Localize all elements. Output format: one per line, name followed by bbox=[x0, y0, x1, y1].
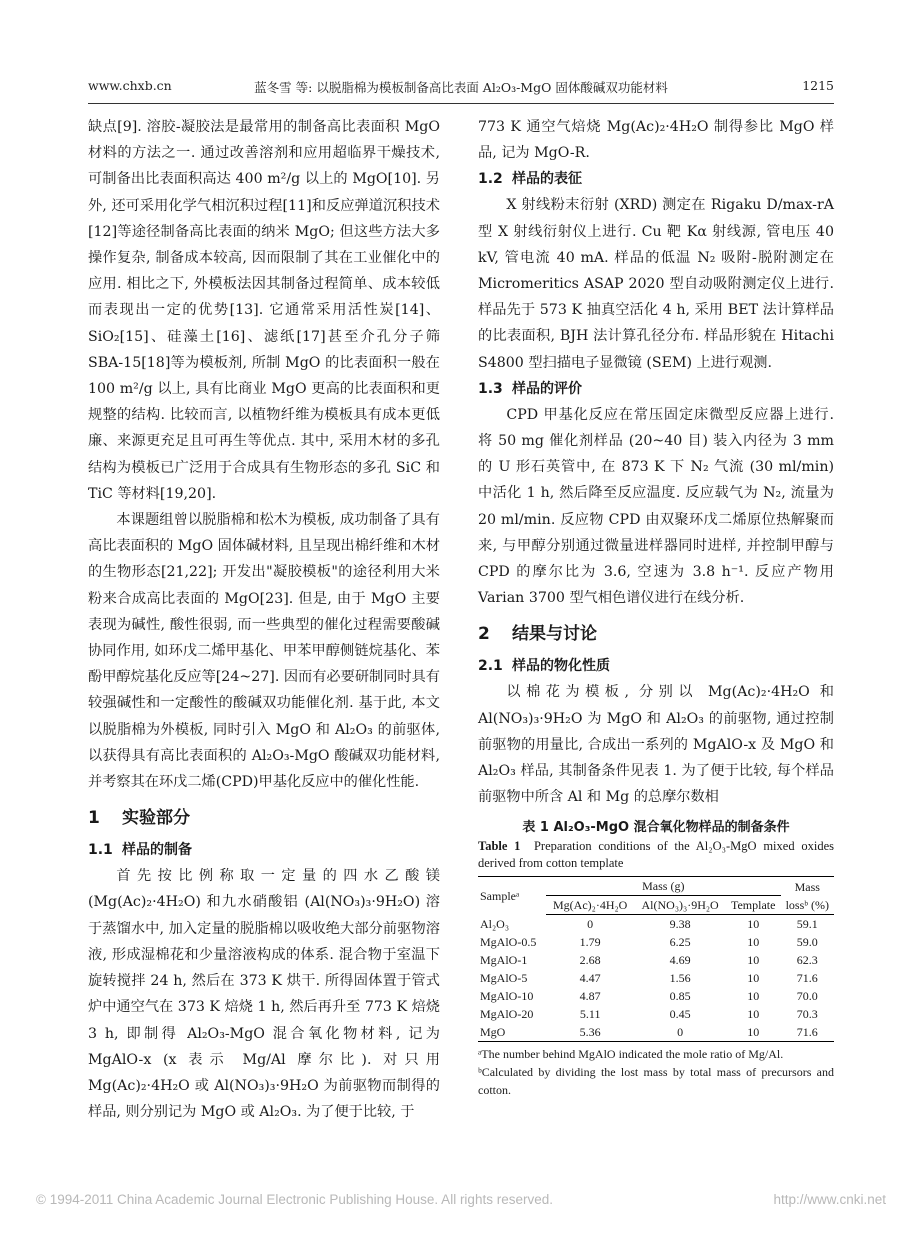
copyright-footer bbox=[36, 1192, 886, 1207]
section-number: 2 bbox=[478, 624, 490, 645]
table-note-a: ᵃThe number behind MgAlO indicated the mole ratio of Mg/Al. bbox=[478, 1047, 784, 1062]
cell-sample: Al₂O₃ bbox=[480, 917, 510, 932]
col-head-sample: Sampleᵃ bbox=[478, 877, 546, 915]
preparation-table bbox=[478, 876, 834, 1042]
subsection-title: 样品的物化性质 bbox=[512, 658, 610, 675]
col-head-mass-loss-1: Mass bbox=[781, 877, 834, 896]
cell-template: 10 bbox=[747, 935, 760, 950]
subsection-heading-1-1 bbox=[88, 837, 440, 863]
table-row bbox=[478, 1023, 834, 1042]
paragraph-evaluation: CPD 甲基化反应在常压固定床微型反应器上进行. 将 50 mg 催化剂样品 (20~40 目) 装入内径为 3 mm 的 U 形石英管中, 在 873 K 下 N₂ 气流 (30 ml/min) 中活化 1 h, 然后降至反应温度. 反应载气为 N₂, 流量为 20 ml/min. 反应物 CPD 由双聚环戊二烯原位热解聚而来, 与甲醇分别通过微量进样器同时进样, 并控制甲醇与 CPD 的摩尔比为 3.6, 空速为 3.8 h⁻¹. 反应产物用 Varian 3700 型气相色谱仪进行在线分析. bbox=[478, 406, 834, 607]
left-column bbox=[88, 114, 440, 1125]
right-column bbox=[478, 114, 834, 1099]
table-row bbox=[478, 915, 834, 934]
running-title: 蓝冬雪 等: 以脱脂棉为模板制备高比表面 Al₂O₃-MgO 固体酸碱双功能材料 bbox=[254, 80, 668, 95]
subsection-number: 2.1 bbox=[478, 658, 503, 675]
subsection-number: 1.2 bbox=[478, 171, 503, 188]
header-rule bbox=[88, 103, 834, 104]
col-head-mass: Mass (g) bbox=[546, 877, 781, 896]
cell-al: 4.69 bbox=[669, 953, 691, 968]
running-header bbox=[88, 78, 834, 100]
paragraph-group-work: 本课题组曾以脱脂棉和松木为模板, 成功制备了具有高比表面积的 MgO 固体碱材料, 且呈现出棉纤维和木材的生物形态[21,22]; 开发出"凝胶模板"的途径利用大米粉来合成高比表面的 MgO[23]. 但是, 由于 MgO 主要表现为碱性, 酸性很弱, 而一些典型的催化过程需要酸碱协同作用, 如环戊二烯甲基化、甲苯甲醇侧链烷基化、苯酚甲醇烷基化反应等[24~27]. 因而有必要研制同时具有较强碱性和一定酸性的酸碱双功能催化剂. 基于此, 本文以脱脂棉为外模板, 同时引入 MgO 和 Al₂O₃ 的前驱体, 以获得具有高比表面积的 Al₂O₃-MgO 酸碱双功能材料, 并考察其在环戊二烯(CPD)甲基化反应中的催化性能. bbox=[88, 512, 440, 791]
subsection-number: 1.3 bbox=[478, 380, 503, 397]
cell-loss: 71.6 bbox=[781, 1023, 834, 1042]
cell-mg: 0 bbox=[587, 917, 594, 932]
cell-loss: 70.3 bbox=[796, 1007, 818, 1022]
cell-mg: 4.47 bbox=[579, 971, 601, 986]
subsection-number: 1.1 bbox=[88, 842, 113, 859]
subsection-heading-1-3 bbox=[478, 376, 834, 402]
page-number: 1215 bbox=[802, 78, 834, 93]
cell-template: 10 bbox=[747, 989, 760, 1004]
cell-template: 10 bbox=[747, 917, 760, 932]
cell-loss: 70.0 bbox=[796, 989, 818, 1004]
cell-mg: 1.79 bbox=[579, 935, 601, 950]
cell-al: 9.38 bbox=[669, 917, 691, 932]
cell-mg: 5.36 bbox=[546, 1023, 634, 1042]
table-caption-cn: 表 1 Al₂O₃-MgO 混合氧化物样品的制备条件 bbox=[522, 820, 790, 836]
col-head-mg: Mg(Ac)₂·4H₂O bbox=[546, 896, 634, 915]
cell-mg: 2.68 bbox=[579, 953, 601, 968]
cell-template: 10 bbox=[747, 953, 760, 968]
table-row bbox=[478, 1005, 834, 1023]
cell-sample: MgAlO-0.5 bbox=[480, 935, 537, 950]
col-head-template: Template bbox=[726, 896, 781, 915]
cell-al: 0 bbox=[634, 1023, 726, 1042]
cell-loss: 62.3 bbox=[796, 953, 818, 968]
subsection-title: 样品的评价 bbox=[512, 380, 582, 397]
col-head-al: Al(NO₃)₃·9H₂O bbox=[634, 896, 726, 915]
table-caption-text: Preparation conditions of the Al₂O₃-MgO mixed oxides derived from cotton template bbox=[478, 839, 834, 871]
cell-loss: 59.0 bbox=[796, 935, 818, 950]
cell-sample: MgAlO-20 bbox=[480, 1007, 534, 1022]
section-title: 结果与讨论 bbox=[512, 624, 597, 645]
table-row bbox=[478, 951, 834, 969]
table-caption-en bbox=[478, 838, 834, 872]
cnki-link[interactable]: http://www.cnki.net bbox=[773, 1192, 886, 1207]
cell-al: 0.85 bbox=[669, 989, 691, 1004]
section-heading-2 bbox=[478, 619, 834, 649]
paragraph-results: 以棉花为模板, 分别以 Mg(Ac)₂·4H₂O 和 Al(NO₃)₃·9H₂O 为 MgO 和 Al₂O₃ 的前驱物, 通过控制前驱物的用量比, 合成出一系列的 MgAlO-x 及 MgO 和 Al₂O₃ 样品, 其制备条件见表 1. 为了便于比较, 每个样品前驱物中所含 Al 和 Mg 的总摩尔数相 bbox=[478, 684, 834, 806]
cell-al: 1.56 bbox=[669, 971, 691, 986]
cell-al: 0.45 bbox=[669, 1007, 691, 1022]
cell-template: 10 bbox=[747, 971, 760, 986]
cell-sample: MgAlO-5 bbox=[480, 971, 528, 986]
table-note-b: ᵇCalculated by dividing the lost mass by total mass of precursors and cotton. bbox=[478, 1065, 834, 1098]
journal-url[interactable]: www.chxb.cn bbox=[88, 78, 172, 93]
table-row bbox=[478, 933, 834, 951]
paragraph-reference-sample: 773 K 通空气焙烧 Mg(Ac)₂·4H₂O 制得参比 MgO 样品, 记为 MgO-R. bbox=[478, 119, 834, 162]
cell-loss: 71.6 bbox=[796, 971, 818, 986]
table-notes bbox=[478, 1045, 834, 1099]
table-row bbox=[478, 987, 834, 1005]
cell-mg: 4.87 bbox=[579, 989, 601, 1004]
table-row bbox=[478, 969, 834, 987]
col-head-mass-loss-2: lossᵇ (%) bbox=[781, 896, 834, 915]
table-label: Table 1 bbox=[478, 839, 521, 854]
section-heading-1 bbox=[88, 803, 440, 833]
cell-sample: MgO bbox=[478, 1023, 546, 1042]
subsection-heading-2-1 bbox=[478, 653, 834, 679]
subsection-title: 样品的制备 bbox=[122, 842, 192, 859]
section-number: 1 bbox=[88, 808, 100, 829]
section-title: 实验部分 bbox=[122, 808, 190, 829]
subsection-heading-1-2 bbox=[478, 166, 834, 192]
cell-template: 10 bbox=[747, 1007, 760, 1022]
paragraph-preparation: 首先按比例称取一定量的四水乙酸镁 (Mg(Ac)₂·4H₂O) 和九水硝酸铝 (Al(NO₃)₃·9H₂O) 溶于蒸馏水中, 加入定量的脱脂棉以吸收绝大部分前驱物溶液, 形成湿棉花和少量溶液构成的体系. 混合物于室温下旋转搅拌 24 h, 然后在 373 K 烘干. 所得固体置于管式炉中通空气在 373 K 焙烧 1 h, 然后再升至 773 K 焙烧 3 h, 即制得 Al₂O₃-MgO 混合氧化物材料, 记为 MgAlO-x (x 表示 Mg/Al 摩尔比). 对只用 Mg(Ac)₂·4H₂O 或 Al(NO₃)₃·9H₂O 为前驱物而制得的样品, 则分别记为 MgO 或 Al₂O₃. 为了便于比较, 于 bbox=[88, 868, 440, 1121]
cell-sample: MgAlO-10 bbox=[480, 989, 534, 1004]
paragraph-intro-cont: 缺点[9]. 溶胶-凝胶法是最常用的制备高比表面积 MgO 材料的方法之一. 通过改善溶剂和应用超临界干燥技术, 可制备出比表面积高达 400 m²/g 以上的 MgO[10]. 另外, 还可采用化学气相沉积过程[11]和反应弹道沉积技术[12]等途径制备高比表面的纳米 MgO; 但这些方法大多操作复杂, 制备成本较高, 因而限制了其在工业催化中的应用. 相比之下, 外模板法因其制备过程简单、成本较低而表现出一定的优势[13]. 它通常采用活性炭[14]、SiO₂[15]、硅藻土[16]、滤纸[17]甚至介孔分子筛 SBA-15[18]等为模板剂, 所制 MgO 的比表面积一般在 100 m²/g 以上, 具有比商业 MgO 更高的比表面积和更规整的结构. 比较而言, 以植物纤维为模板具有成本更低廉、来源更充足且可再生等优点. 其中, 采用木材的多孔结构为模板已广泛用于合成具有生物形态的多孔 SiC 和 TiC 等材料[19,20]. bbox=[88, 119, 440, 502]
cell-sample: MgAlO-1 bbox=[480, 953, 528, 968]
copyright-text: © 1994-2011 China Academic Journal Electronic Publishing House. All rights reserved. bbox=[36, 1192, 553, 1207]
cell-mg: 5.11 bbox=[579, 1007, 601, 1022]
subsection-title: 样品的表征 bbox=[512, 171, 582, 188]
paragraph-characterization: X 射线粉末衍射 (XRD) 测定在 Rigaku D/max-rA 型 X 射线衍射仪上进行. Cu 靶 Kα 射线源, 管电压 40 kV, 管电流 40 mA. 样品的低温 N₂ 吸附-脱附测定在 Micromeritics ASAP 2020 型自动吸附测定仪上进行. 样品先于 573 K 抽真空活化 4 h, 采用 BET 法计算样品的比表面积, BJH 法计算孔径分布. 样品形貌在 Hitachi S4800 型扫描电子显微镜 (SEM) 上进行观测. bbox=[478, 197, 834, 371]
cell-al: 6.25 bbox=[669, 935, 691, 950]
cell-loss: 59.1 bbox=[796, 917, 818, 932]
cell-template: 10 bbox=[726, 1023, 781, 1042]
